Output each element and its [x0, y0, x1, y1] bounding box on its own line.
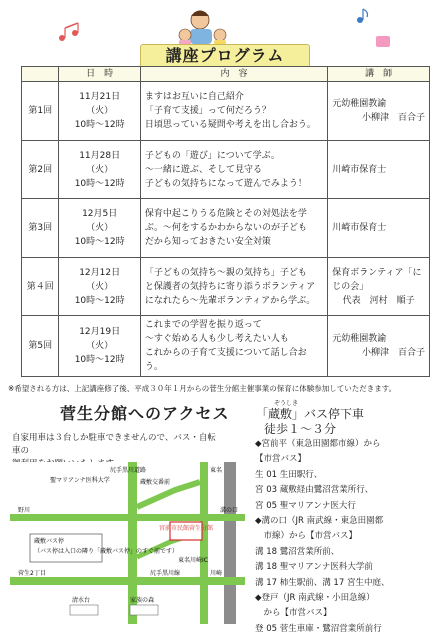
session-teacher: 元幼稚園教諭 小柳津 百合子: [328, 316, 430, 377]
route-line: から【市営バス】: [255, 608, 332, 619]
session-date: 11月28日 （火） 10時〜12時: [59, 141, 140, 199]
svg-text:蔵敷交番前: 蔵敷交番前: [140, 479, 171, 486]
family-illustration: [179, 11, 226, 47]
route-line: 溝 18 聖マリアンナ医科大学前: [255, 562, 373, 573]
table-row: [22, 258, 430, 316]
svg-text:清水台: 清水台: [72, 597, 91, 604]
session-number: 第４回: [22, 258, 59, 316]
table-row: [22, 141, 430, 199]
session-content: 「子どもの気持ち〜親の気持ち」子ども と保護者の気持ちに寄り添うボランティア になれたら〜先輩ボランティアから学ぶ。: [140, 258, 327, 316]
route-line: 宮 03 蔵敷経由鷺沼営業所行、: [255, 485, 374, 496]
access-title: 菅生分館へのアクセス: [60, 404, 230, 423]
svg-text:蔵敷バス停: 蔵敷バス停: [34, 538, 65, 545]
svg-text:宮前市民館菅生分館: 宮前市民館菅生分館: [158, 525, 214, 532]
session-teacher: 川崎市保育士: [328, 141, 430, 199]
svg-text:東名: 東名: [210, 467, 223, 474]
header-cell: [22, 67, 59, 82]
table-row: [22, 199, 430, 258]
header-cell: 内 容: [140, 67, 327, 82]
bus-stop-ruby: ぞうしき: [274, 400, 299, 407]
header-cell: 講 師: [328, 67, 430, 82]
svg-text:（バス停は入口の隣り「蔵敷バス停」のすぐ前です）: （バス停は入口の隣り「蔵敷バス停」のすぐ前です）: [34, 548, 179, 555]
svg-text:野川: 野川: [18, 507, 31, 514]
route-line: 【市営バス】: [255, 454, 307, 465]
program-table: [21, 66, 430, 377]
road-vertical: [200, 462, 208, 624]
session-number: 第5回: [22, 316, 59, 377]
table-row: [22, 316, 430, 377]
session-number: 第1回: [22, 82, 59, 141]
route-line: 生 01 生田駅行、: [255, 469, 323, 480]
bus-routes: [255, 437, 389, 637]
route-line: ◆登戸（JR 南武線・小田急線）: [255, 593, 375, 604]
session-number: 第2回: [22, 141, 59, 199]
music-note-icon: [59, 23, 78, 41]
svg-text:川崎: 川崎: [210, 570, 223, 577]
access-map: [10, 462, 245, 628]
session-number: 第3回: [22, 199, 59, 258]
header-cell: 日 時: [59, 67, 140, 82]
music-note-icon: [357, 9, 368, 23]
session-date: 12月19日 （火） 10時〜12時: [59, 316, 140, 377]
pink-card-icon: [376, 36, 390, 47]
tomei-expressway: [224, 462, 236, 624]
svg-text:尻手黒川線: 尻手黒川線: [150, 570, 181, 577]
route-line: ◆溝の口（JR 南武線・東急田園都: [255, 516, 384, 527]
parking-note: 自家用車は３台しか駐車できませんので、バス・自転車の: [12, 433, 216, 456]
road-horizontal: [10, 514, 245, 521]
session-content: 保育中起こりうる危険とその対処法を学 ぶ。〜何をするかわからないのが子ども だから知っておきたい安全対策: [140, 199, 327, 258]
session-content: これまでの学習を振り返って 〜すぐ始める人も少し考えたい人も これからの子育て支援について話し合おう。: [140, 316, 327, 377]
svg-text:聖マリアンナ医科大学: 聖マリアンナ医科大学: [50, 477, 110, 484]
route-line: 市線）から【市営バス】: [255, 531, 358, 542]
bus-stop-title: 「蔵敷」バス停下車: [256, 407, 365, 421]
route-line: ◆宮前平（東急田園都市線）から: [255, 439, 381, 449]
footnote: ※希望される方は、上記講座修了後、平成３０年１月からの菅生分館主催事業の保育に体験参加していただきます。: [8, 384, 397, 393]
road-horizontal: [10, 577, 245, 585]
school-icon: [70, 605, 98, 615]
table-row: [22, 82, 430, 141]
route-line: 登 05 菅生車庫・鷺沼営業所前行: [255, 623, 382, 634]
table-header-row: [22, 67, 430, 82]
svg-text:溝の口: 溝の口: [220, 507, 239, 514]
svg-text:家族の森: 家族の森: [130, 597, 155, 604]
svg-text:東名川崎IC: 東名川崎IC: [178, 557, 208, 564]
svg-text:菅生2丁目: 菅生2丁目: [18, 570, 46, 577]
route-line: 溝 18 鷺沼営業所前、: [255, 546, 340, 557]
session-content: ますはお互いに自己紹介 「子育て支援」って何だろう？ 日頃思っている疑問や考えを出し合おう。: [140, 82, 327, 141]
session-date: 11月21日 （火） 10時〜12時: [59, 82, 140, 141]
session-content: 子どもの「遊び」について学ぶ。 〜一緒に遊ぶ、そして見守る 子どもの気持ちになって遊んでみよう！: [140, 141, 327, 199]
session-teacher: 川崎市保育士: [328, 199, 430, 258]
route-line: 溝 17 柿生駅前、溝 17 宮生中庭、: [255, 577, 390, 588]
route-line: 宮 05 聖マリアンナ医大行: [255, 500, 356, 511]
session-teacher: 元幼稚園教諭 小柳津 百合子: [328, 82, 430, 141]
page-title: 講座プログラム: [140, 44, 310, 68]
session-date: 12月12日 （火） 10時〜12時: [59, 258, 140, 316]
building-icon: [130, 605, 158, 615]
walk-time: 徒歩１〜３分: [264, 422, 337, 436]
session-teacher: 保育ボランティア「にじの会」 代表 河村 順子: [328, 258, 430, 316]
svg-text:尻手黒川道路: 尻手黒川道路: [110, 467, 147, 474]
session-date: 12月5日 （火） 10時〜12時: [59, 199, 140, 258]
